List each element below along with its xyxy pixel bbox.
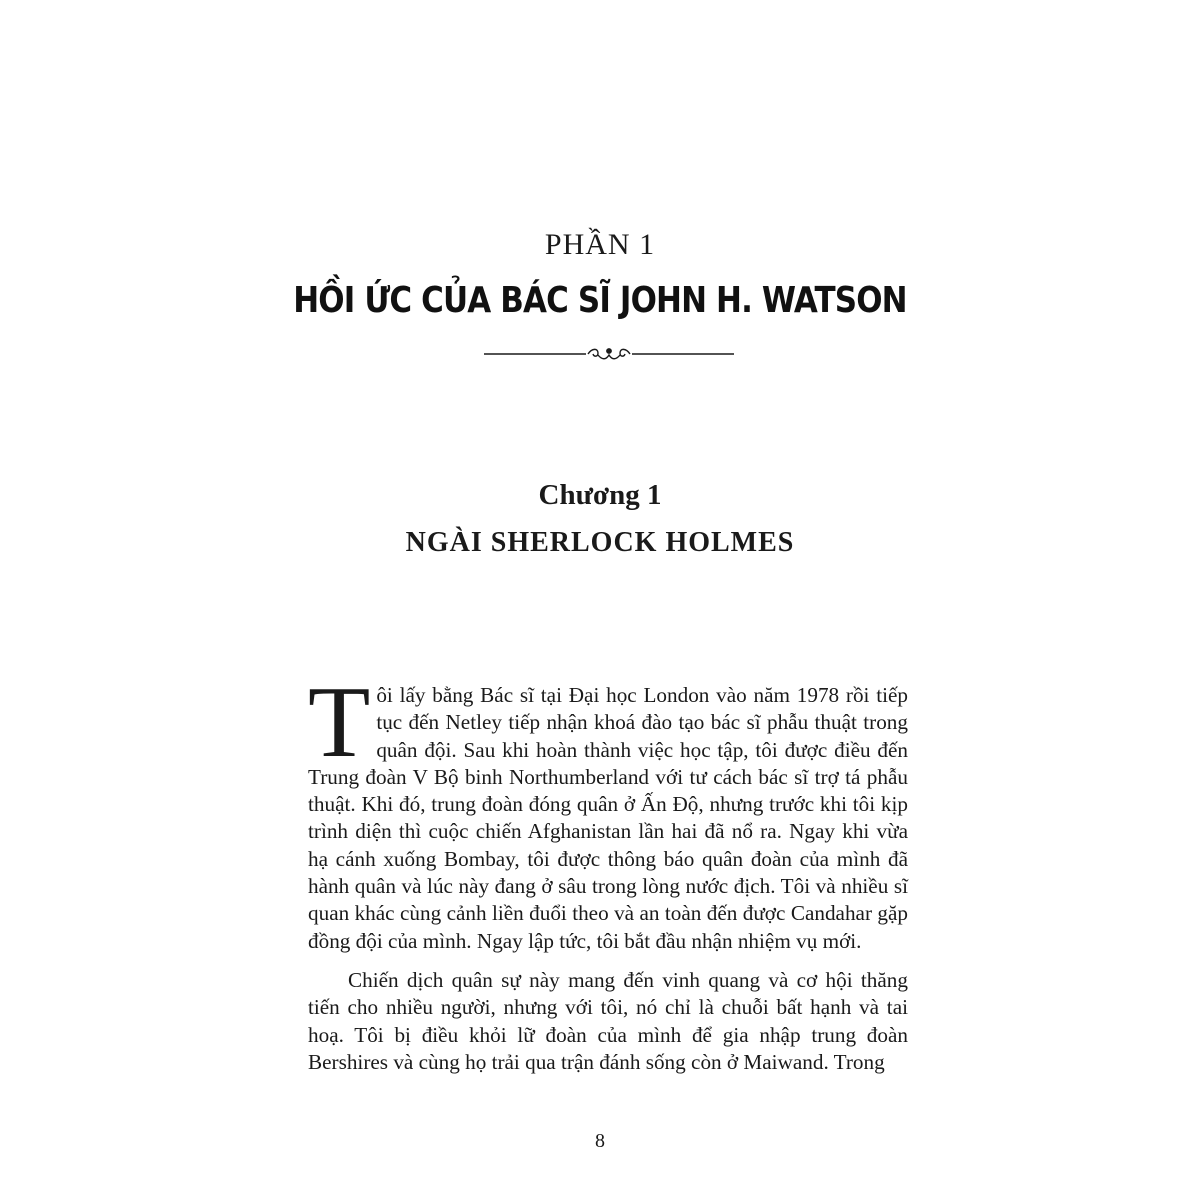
page-number: 8 [595,1130,605,1152]
part-title: HỒI ỨC CỦA BÁC SĨ JOHN H. WATSON [293,280,907,321]
ornament-divider-icon [484,344,734,364]
chapter-label: Chương 1 [538,479,662,511]
paragraph-1 [308,666,908,955]
drop-cap: T [308,666,371,779]
part-label: PHẦN 1 [544,228,656,261]
paragraph-1-text: ôi lấy bằng Bác sĩ tại Đại học London vào năm 1978 rồi tiếp tục đến Netley tiếp nhận khoá đào tạo bác sĩ phẫu thuật trong quân đội. Sau khi hoàn thành việc học tập, tôi được điều đến Trung đoàn V Bộ binh Northumberland với tư cách bác sĩ trợ tá phẫu thuật. Khi đó, trung đoàn đóng quân ở Ấn Độ, nhưng trước khi tôi kịp trình diện thì cuộc chiến Afghanistan lần hai đã nổ ra. Ngay khi vừa hạ cánh xuống Bombay, tôi được thông báo quân đoàn của mình đã hành quân và lúc này đang ở sâu trong lòng nước địch. Tôi và nhiều sĩ quan khác cùng cảnh liền đuổi theo và an toàn đến được Candahar gặp đồng đội của mình. Ngay lập tức, tôi bắt đầu nhận nhiệm vụ mới. [308,683,908,953]
chapter-title: NGÀI SHERLOCK HOLMES [405,527,795,558]
paragraph-2: Chiến dịch quân sự này mang đến vinh quang và cơ hội thăng tiến cho nhiều người, nhưng với tôi, nó chỉ là chuỗi bất hạnh và tai hoạ. Tôi bị điều khỏi lữ đoàn của mình để gia nhập trung đoàn Bershires và cùng họ trải qua trận đánh sống còn ở Maiwand. Trong [308,967,908,1074]
body-text [308,666,908,1076]
